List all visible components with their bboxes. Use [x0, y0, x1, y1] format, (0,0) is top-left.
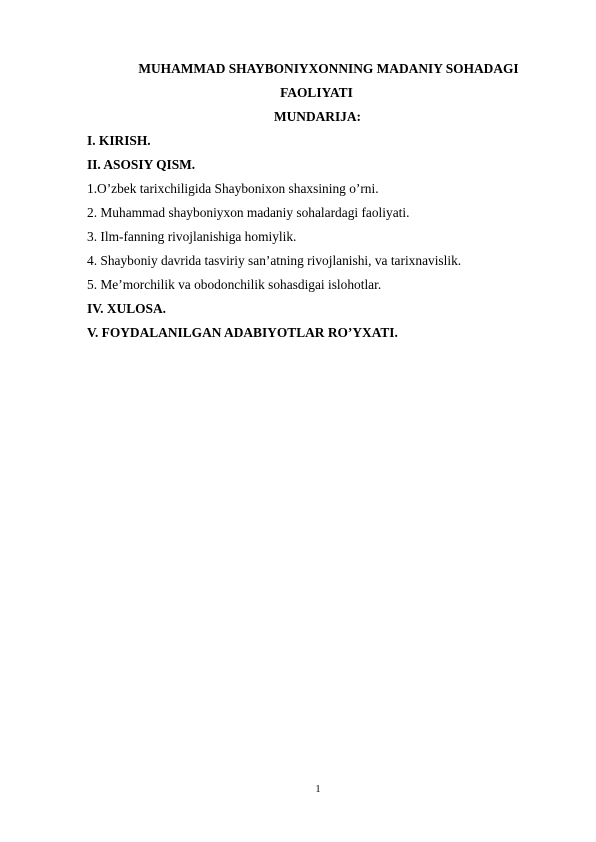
document-title-line-2: FAOLIYATI: [280, 85, 353, 100]
contents-heading: MUNDARIJA:: [273, 109, 362, 124]
toc-item-section-3: 3. Ilm-fanning rivojlanishiga homiylik.: [87, 229, 297, 244]
table-of-contents: [87, 129, 546, 345]
title-block: [87, 57, 546, 129]
toc-item-introduction: I. KIRISH.: [87, 133, 151, 148]
toc-item-section-1: 1.O’zbek tarixchiligida Shaybonixon shaxsining o’rni.: [87, 181, 379, 196]
document-title-line-1: MUHAMMAD SHAYBONIYXONNING MADANIY SOHADAGI: [138, 61, 519, 76]
toc-item-main-part: II. ASOSIY QISM.: [87, 157, 196, 172]
toc-item-section-2: 2. Muhammad shayboniyxon madaniy sohalardagi faoliyati.: [87, 205, 410, 220]
page-number: 1: [315, 784, 321, 795]
toc-item-section-4: 4. Shayboniy davrida tasviriy san’atning rivojlanishi, va tarixnavislik.: [87, 253, 462, 268]
toc-item-conclusion: IV. XULOSA.: [87, 301, 167, 316]
toc-item-references: V. FOYDALANILGAN ADABIYOTLAR RO’YXATI.: [87, 325, 398, 340]
toc-item-section-5: 5. Me’morchilik va obodonchilik sohasdigai islohotlar.: [87, 277, 382, 292]
